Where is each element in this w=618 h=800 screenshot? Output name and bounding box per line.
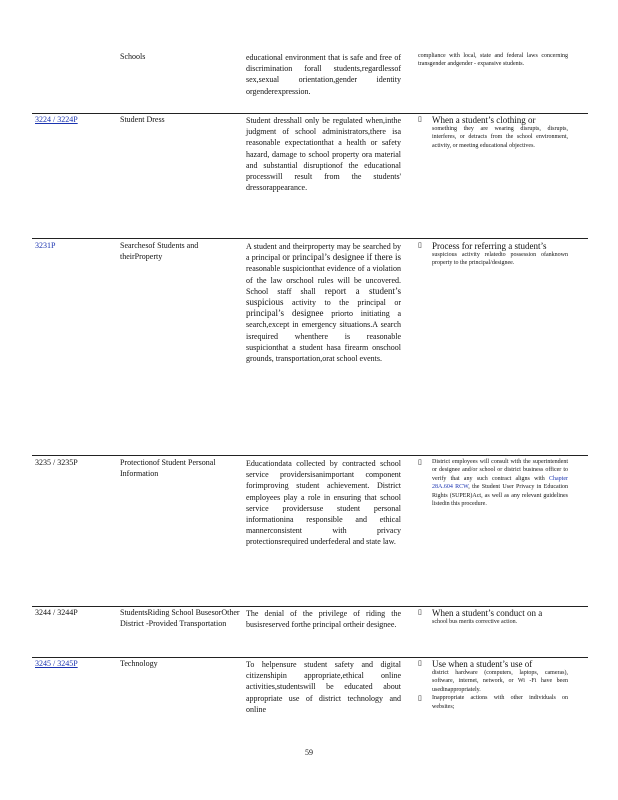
policy-title: Schools bbox=[120, 52, 146, 61]
policy-purpose: educational environment that is safe and free of discrimination forall students,regardlessof sex,sexual orientation,gender identity orgenderexpression. bbox=[246, 53, 401, 96]
policy-usage bbox=[418, 659, 568, 711]
policy-usage bbox=[418, 241, 568, 268]
usage-text: something they are wearing disrupts, disrupts, interferes, or detracts from the school environment, activity, or meeting educational objectives. bbox=[432, 126, 568, 149]
policy-title: StudentsRiding School BusesorOther District -Provided Transportation bbox=[120, 608, 240, 628]
usage-text: district hardware (computers, laptops, cameras), software, internet, network, or Wi -Fi have been usedinappropriately. bbox=[432, 670, 568, 693]
usage-item bbox=[418, 241, 568, 268]
row-divider bbox=[32, 113, 588, 114]
usage-item bbox=[418, 115, 568, 150]
usage-lead: ▯ When a student’s clothing or bbox=[432, 115, 536, 125]
usage-item: compliance with local, state and federal laws concerning transgender andgender - expansive students. bbox=[418, 53, 568, 68]
purpose-text: principal’s designee bbox=[246, 308, 324, 319]
row-divider bbox=[32, 606, 588, 607]
table-row bbox=[32, 52, 588, 114]
usage-text: school bus merits corrective action. bbox=[432, 619, 518, 625]
usage-lead: ▯ When a student’s conduct on a bbox=[432, 608, 543, 618]
policy-code: 3235 / 3235P bbox=[35, 458, 78, 467]
purpose-text: activity to the principal or bbox=[292, 298, 401, 308]
policy-usage bbox=[418, 115, 568, 150]
policy-title: Student Dress bbox=[120, 115, 165, 124]
usage-item bbox=[418, 659, 568, 694]
policy-usage bbox=[418, 458, 568, 508]
usage-text: District employees will consult with the superintendent or designee and/or school or district business officer to verify that any such contract aligns with bbox=[432, 459, 568, 482]
purpose-text: or principal’s designee if there is bbox=[282, 252, 401, 263]
policy-code-link[interactable]: 3224 / 3224P bbox=[35, 115, 78, 124]
page-number: 59 bbox=[305, 748, 313, 757]
policy-purpose: To helpensure student safety and digital citizenshipin appropriate,ethical online activities,studentswill be educated about appropriate use of district technology and online bbox=[246, 660, 401, 714]
usage-lead: ▯ Use when a student’s use of bbox=[432, 659, 533, 669]
table-row bbox=[32, 659, 588, 744]
row-divider bbox=[32, 657, 588, 658]
table-row bbox=[32, 241, 588, 456]
usage-text: suspicious activity relatedto possession ofanknown property to the principal/designee. bbox=[432, 252, 568, 267]
policy-usage bbox=[418, 52, 568, 69]
row-divider bbox=[32, 238, 588, 239]
table-row bbox=[32, 458, 588, 606]
purpose-text: reasonable suspicionthat evidence of a violation of the law orschool rules will be uncovered. School staff shall bbox=[246, 264, 401, 296]
usage-item bbox=[418, 458, 568, 508]
policy-title: Protectionof Student Personal Information bbox=[120, 458, 216, 478]
policy-purpose bbox=[246, 241, 401, 364]
usage-text: , the Student User Privacy in Education Rights (SUPER)Act, as well as any relevant guidelines listedin this procedure. bbox=[432, 484, 568, 508]
table-row bbox=[32, 115, 588, 239]
policy-title: Searchesof Students and theirProperty bbox=[120, 241, 199, 261]
usage-item bbox=[418, 694, 568, 711]
policy-purpose: Student dresshall only be regulated when,inthe judgment of school administrators,there isa reasonable expectationthat a health or safety hazard, damage to school property ora material and substantial disruptionof the educational processwill result from the students' dressorappearance. bbox=[246, 116, 401, 193]
table-row bbox=[32, 608, 588, 658]
purpose-text: priorto initiating a search,except in emergency situations.A search isrequired whenthere is reasonable suspicionthat a student hasa firearm onschool grounds, transportation,orat school events. bbox=[246, 309, 401, 364]
usage-lead: ▯ Process for referring a student’s bbox=[432, 241, 547, 251]
purpose-text: A student and theirproperty may be searched by a principal bbox=[246, 242, 401, 263]
usage-text: ▯ Inappropriate actions with other individuals on websites; bbox=[432, 695, 568, 710]
policy-code-link[interactable]: 3231P bbox=[35, 241, 56, 250]
row-divider bbox=[32, 455, 588, 456]
policy-code-link[interactable]: 3245 / 3245P bbox=[35, 659, 78, 668]
usage-item bbox=[418, 608, 568, 626]
policy-code: 3244 / 3244P bbox=[35, 608, 78, 617]
policy-title: Technology bbox=[120, 659, 158, 668]
rcw-link[interactable]: Chapter 28A.604 RCW bbox=[432, 475, 569, 491]
purpose-text: report a student’s suspicious bbox=[246, 285, 401, 308]
policy-purpose: The denial of the privilege of riding the busisreserved forthe principal ortheir designee. bbox=[246, 609, 401, 630]
policy-purpose: Educationdata collected by contracted school service providersisanimportant component forimproving student achievement. District employees play a role in ensuring that school service providersuse student personal informationina responsible and ethical mannerconsistent with privacy protectionsrequired underfederal and state law. bbox=[246, 459, 401, 547]
policy-usage bbox=[418, 608, 568, 626]
